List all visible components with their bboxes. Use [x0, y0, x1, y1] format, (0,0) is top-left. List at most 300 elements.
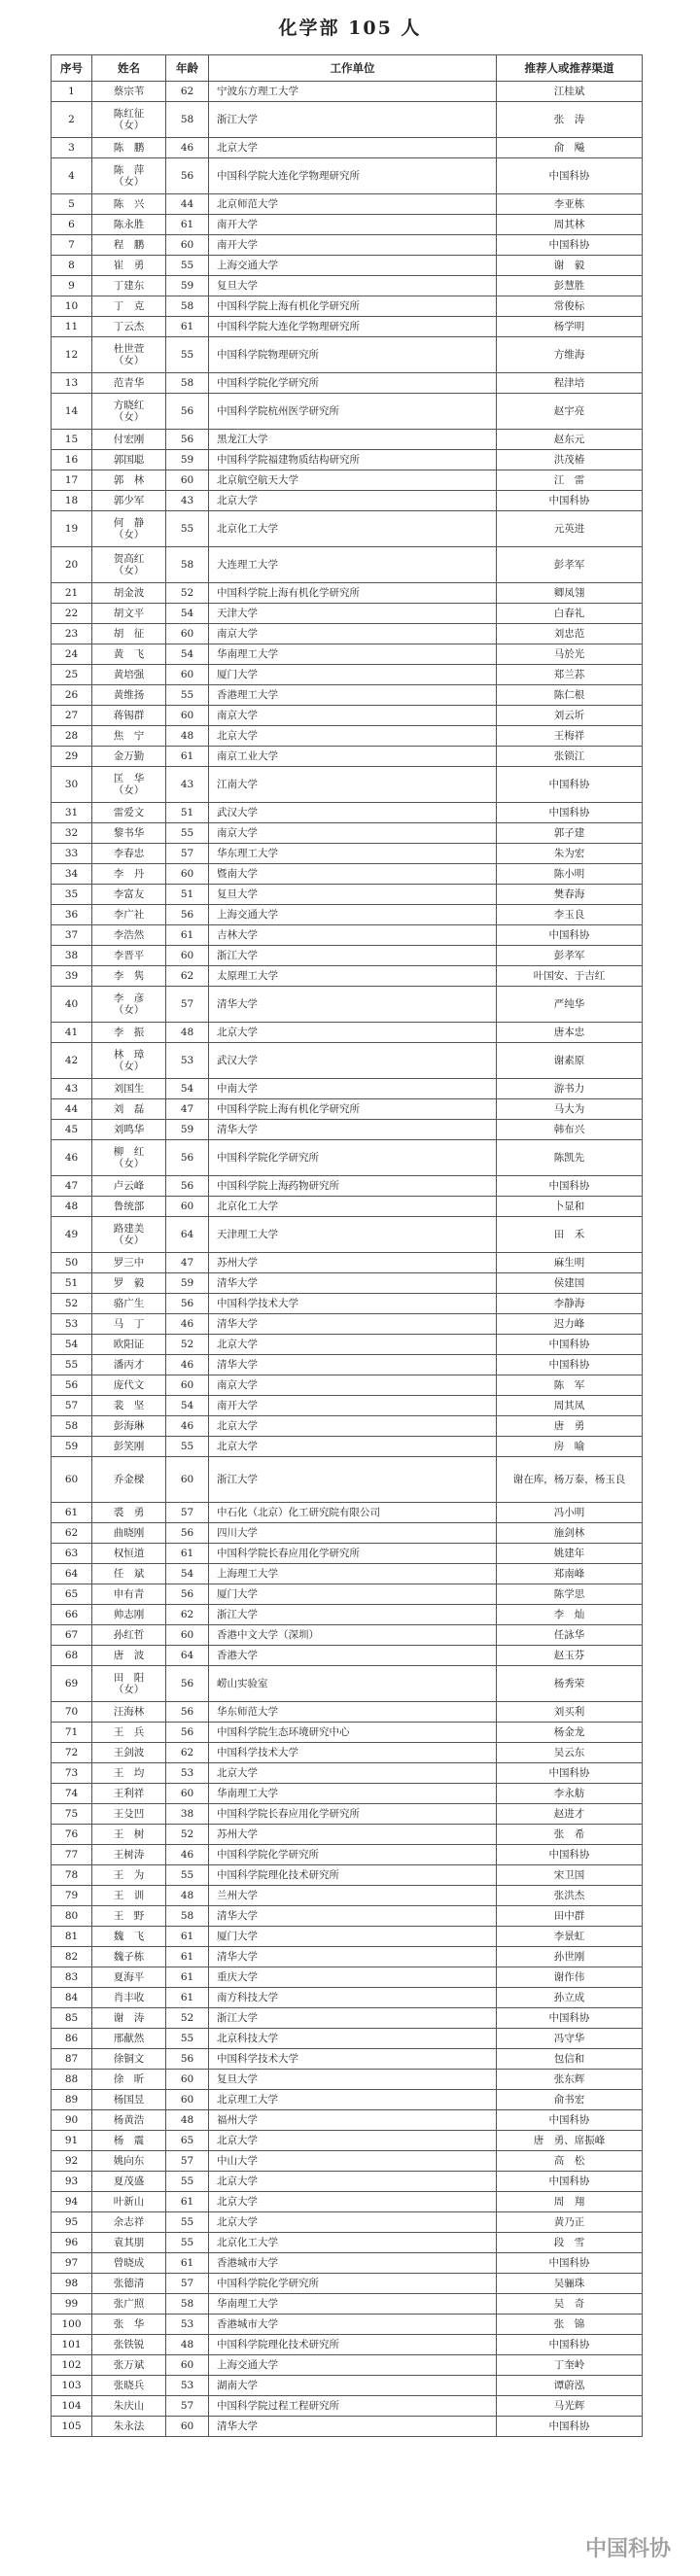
table-row — [52, 604, 643, 624]
column-header-unit: 工作单位 — [209, 55, 497, 82]
cell-index: 51 — [52, 1273, 92, 1294]
cell-index: 3 — [52, 138, 92, 158]
cell-recommender: 冯小明 — [497, 1503, 643, 1523]
cell-recommender: 中国科协 — [497, 1355, 643, 1375]
cell-age: 55 — [166, 1865, 209, 1886]
name-line: 王 均 — [113, 1767, 145, 1779]
cell-name — [92, 1886, 166, 1906]
name-line: 丁建东 — [113, 280, 145, 292]
cell-index: 93 — [52, 2172, 92, 2192]
table-row — [52, 2294, 643, 2315]
cell-unit: 中国科学院化学研究所 — [209, 1140, 497, 1176]
table-row — [52, 1804, 643, 1825]
cell-name — [92, 450, 166, 470]
name-line: 唐 波 — [113, 1650, 145, 1661]
cell-recommender: 刘忠范 — [497, 624, 643, 644]
cell-recommender: 俞书宏 — [497, 2090, 643, 2110]
cell-recommender: 房 喻 — [497, 1437, 643, 1457]
name-line: 贺高红 — [113, 553, 145, 565]
cell-age: 56 — [166, 1584, 209, 1605]
cell-recommender: 李静海 — [497, 1294, 643, 1314]
cell-age: 55 — [166, 511, 209, 547]
table-row — [52, 1666, 643, 1702]
cell-unit: 武汉大学 — [209, 803, 497, 823]
cell-unit: 中国科学院化学研究所 — [209, 373, 497, 394]
name-line: 刘鸣华 — [113, 1124, 145, 1135]
cell-name — [92, 2110, 166, 2131]
cell-name — [92, 1927, 166, 1947]
name-line: （女） — [113, 1684, 145, 1695]
table-row — [52, 1335, 643, 1355]
name-line: 张万斌 — [113, 2359, 145, 2371]
name-line: 罗 毅 — [113, 1277, 145, 1289]
table-row — [52, 394, 643, 430]
cell-unit: 北京大学 — [209, 2172, 497, 2192]
name-line: 黎书华 — [113, 827, 145, 839]
table-row — [52, 1544, 643, 1564]
cell-age: 52 — [166, 583, 209, 604]
cell-recommender: 吴 奇 — [497, 2294, 643, 2315]
cell-index: 83 — [52, 1967, 92, 1988]
name-line: （女） — [113, 176, 145, 188]
cell-name — [92, 1355, 166, 1375]
table-row — [52, 2233, 643, 2253]
table-row — [52, 624, 643, 644]
cell-name — [92, 987, 166, 1023]
name-line: 袁其朋 — [113, 2237, 145, 2248]
cell-recommender: 彭慧胜 — [497, 276, 643, 296]
cell-age: 56 — [166, 158, 209, 194]
cell-recommender: 陈凯先 — [497, 1140, 643, 1176]
cell-unit: 中国科学院杭州医学研究所 — [209, 394, 497, 430]
cell-index: 97 — [52, 2253, 92, 2274]
name-line: 朱永法 — [113, 2420, 145, 2432]
cell-age: 46 — [166, 1416, 209, 1437]
cell-unit: 中国科学院物理研究所 — [209, 337, 497, 373]
cell-recommender: 孙世刚 — [497, 1947, 643, 1967]
cell-name — [92, 1646, 166, 1666]
cell-name — [92, 1335, 166, 1355]
cell-index: 105 — [52, 2417, 92, 2437]
cell-recommender: 侯建国 — [497, 1273, 643, 1294]
name-line: 李春忠 — [113, 848, 145, 859]
cell-age: 60 — [166, 470, 209, 491]
cell-recommender: 李景虹 — [497, 1927, 643, 1947]
cell-age: 58 — [166, 296, 209, 317]
cell-age: 46 — [166, 1355, 209, 1375]
cell-index: 81 — [52, 1927, 92, 1947]
page-title: 化学部 105 人 — [278, 17, 422, 39]
name-line: （女） — [113, 120, 145, 131]
cell-unit: 浙江大学 — [209, 102, 497, 138]
cell-recommender: 吴云东 — [497, 1743, 643, 1763]
cell-unit: 浙江大学 — [209, 2008, 497, 2029]
cell-name — [92, 624, 166, 644]
cell-index: 24 — [52, 644, 92, 665]
name-line: 杜世萱 — [113, 343, 145, 355]
cell-unit: 北京化工大学 — [209, 2233, 497, 2253]
table-row — [52, 194, 643, 215]
name-line: 陈 鹏 — [113, 142, 145, 154]
cell-index: 77 — [52, 1845, 92, 1865]
cell-age: 54 — [166, 604, 209, 624]
cell-name — [92, 1666, 166, 1702]
cell-name — [92, 102, 166, 138]
cell-recommender: 唐 勇、席振峰 — [497, 2131, 643, 2151]
name-line: 彭海琳 — [113, 1420, 145, 1432]
cell-unit: 复旦大学 — [209, 276, 497, 296]
cell-name — [92, 1784, 166, 1804]
cell-unit: 华南理工大学 — [209, 2294, 497, 2315]
cell-index: 20 — [52, 547, 92, 583]
table-row — [52, 905, 643, 925]
name-line: 陈 兴 — [113, 198, 145, 210]
table-row — [52, 1886, 643, 1906]
table-row — [52, 726, 643, 747]
name-line: 魏 飞 — [113, 1931, 145, 1942]
table-row — [52, 1702, 643, 1723]
cell-index: 65 — [52, 1584, 92, 1605]
cell-age: 60 — [166, 235, 209, 256]
cell-index: 66 — [52, 1605, 92, 1625]
table-row — [52, 946, 643, 966]
cell-unit: 上海交通大学 — [209, 905, 497, 925]
name-line: 郭国聪 — [113, 454, 145, 466]
name-line: 田 阳 — [113, 1672, 145, 1684]
cell-recommender: 朱为宏 — [497, 844, 643, 864]
cell-age: 61 — [166, 317, 209, 337]
cell-name — [92, 1743, 166, 1763]
cell-name — [92, 726, 166, 747]
cell-name — [92, 2070, 166, 2090]
cell-age: 53 — [166, 2315, 209, 2335]
name-line: 肖丰收 — [113, 1992, 145, 2003]
cell-index: 91 — [52, 2131, 92, 2151]
table-row — [52, 2396, 643, 2417]
cell-unit: 中国科学技术大学 — [209, 1294, 497, 1314]
cell-index: 7 — [52, 235, 92, 256]
cell-index: 37 — [52, 925, 92, 946]
cell-unit: 中国科学院长春应用化学研究所 — [209, 1544, 497, 1564]
table-body — [52, 82, 643, 2437]
table-row — [52, 1763, 643, 1784]
cell-name — [92, 685, 166, 706]
table-row — [52, 317, 643, 337]
cell-age: 46 — [166, 1845, 209, 1865]
cell-age: 44 — [166, 194, 209, 215]
name-line: 汪海林 — [113, 1706, 145, 1718]
cell-index: 32 — [52, 823, 92, 844]
cell-unit: 清华大学 — [209, 1906, 497, 1927]
cell-index: 89 — [52, 2090, 92, 2110]
cell-index: 6 — [52, 215, 92, 235]
watermark: 中国科协 — [584, 2537, 671, 2561]
table-row — [52, 215, 643, 235]
name-line: 胡文平 — [113, 608, 145, 619]
table-row — [52, 864, 643, 885]
cell-age: 61 — [166, 1544, 209, 1564]
cell-name — [92, 82, 166, 102]
cell-recommender: 中国科协 — [497, 767, 643, 803]
cell-recommender: 谢 毅 — [497, 256, 643, 276]
cell-recommender: 施剑林 — [497, 1523, 643, 1544]
name-line: 李富友 — [113, 888, 145, 900]
cell-unit: 中国科学院化学研究所 — [209, 2274, 497, 2294]
cell-recommender: 方维海 — [497, 337, 643, 373]
table-row — [52, 1523, 643, 1544]
cell-name — [92, 296, 166, 317]
name-line: 裘 勇 — [113, 1507, 145, 1518]
cell-unit: 北京大学 — [209, 138, 497, 158]
cell-unit: 苏州大学 — [209, 1253, 497, 1273]
cell-unit: 北京航空航天大学 — [209, 470, 497, 491]
cell-name — [92, 1437, 166, 1457]
cell-age: 56 — [166, 1523, 209, 1544]
cell-name — [92, 276, 166, 296]
name-line: 王树涛 — [113, 1849, 145, 1861]
cell-unit: 北京大学 — [209, 1437, 497, 1457]
cell-recommender: 黄乃正 — [497, 2212, 643, 2233]
table-row — [52, 1197, 643, 1217]
cell-unit: 北京大学 — [209, 1763, 497, 1784]
cell-index: 30 — [52, 767, 92, 803]
cell-recommender: 程津培 — [497, 373, 643, 394]
cell-name — [92, 2029, 166, 2049]
table-row — [52, 2355, 643, 2376]
cell-unit: 中国科学院生态环境研究中心 — [209, 1723, 497, 1743]
cell-index: 38 — [52, 946, 92, 966]
table-row — [52, 82, 643, 102]
cell-age: 59 — [166, 1273, 209, 1294]
cell-recommender: 卜显和 — [497, 1197, 643, 1217]
name-line: 胡 征 — [113, 628, 145, 640]
cell-index: 86 — [52, 2029, 92, 2049]
name-line: 庞代文 — [113, 1379, 145, 1391]
cell-unit: 清华大学 — [209, 1947, 497, 1967]
cell-unit: 北京大学 — [209, 726, 497, 747]
cell-unit: 北京化工大学 — [209, 511, 497, 547]
cell-name — [92, 430, 166, 450]
cell-name — [92, 2233, 166, 2253]
cell-age: 55 — [166, 2029, 209, 2049]
cell-name — [92, 1947, 166, 1967]
cell-index: 102 — [52, 2355, 92, 2376]
cell-unit: 中国科学院上海有机化学研究所 — [209, 583, 497, 604]
cell-name — [92, 583, 166, 604]
cell-unit: 厦门大学 — [209, 1927, 497, 1947]
cell-unit: 中山大学 — [209, 2151, 497, 2172]
cell-unit: 中国科学院理化技术研究所 — [209, 1865, 497, 1886]
cell-unit: 南开大学 — [209, 1396, 497, 1416]
cell-unit: 中国科学院上海有机化学研究所 — [209, 296, 497, 317]
cell-recommender: 郑南峰 — [497, 1564, 643, 1584]
table-row — [52, 844, 643, 864]
name-line: 罗三中 — [113, 1257, 145, 1269]
cell-index: 8 — [52, 256, 92, 276]
table-row — [52, 1564, 643, 1584]
cell-recommender: 丁奎岭 — [497, 2355, 643, 2376]
cell-recommender: 张 锦 — [497, 2315, 643, 2335]
table-row — [52, 2131, 643, 2151]
table-row — [52, 1176, 643, 1197]
cell-unit: 北京师范大学 — [209, 194, 497, 215]
cell-index: 76 — [52, 1825, 92, 1845]
cell-age: 62 — [166, 82, 209, 102]
cell-index: 47 — [52, 1176, 92, 1197]
table-row — [52, 511, 643, 547]
cell-age: 54 — [166, 1564, 209, 1584]
cell-unit: 清华大学 — [209, 2417, 497, 2437]
cell-name — [92, 256, 166, 276]
table-row — [52, 665, 643, 685]
cell-unit: 重庆大学 — [209, 1967, 497, 1988]
name-line: 胡金波 — [113, 587, 145, 599]
cell-name — [92, 1099, 166, 1120]
table-row — [52, 102, 643, 138]
cell-recommender: 周其凤 — [497, 1396, 643, 1416]
cell-recommender: 迟力峰 — [497, 1314, 643, 1335]
table-row — [52, 987, 643, 1023]
cell-unit: 中南大学 — [209, 1079, 497, 1099]
cell-name — [92, 1023, 166, 1043]
cell-recommender: 杨学明 — [497, 317, 643, 337]
column-header-index: 序号 — [52, 55, 92, 82]
cell-recommender: 包信和 — [497, 2049, 643, 2070]
table-row — [52, 1605, 643, 1625]
cell-name — [92, 1416, 166, 1437]
cell-recommender: 杨秀荣 — [497, 1666, 643, 1702]
cell-index: 22 — [52, 604, 92, 624]
cell-index: 44 — [52, 1099, 92, 1120]
cell-index: 50 — [52, 1253, 92, 1273]
table-row — [52, 276, 643, 296]
table-row — [52, 885, 643, 905]
cell-recommender: 唐本忠 — [497, 1023, 643, 1043]
roster-table — [51, 54, 643, 2437]
cell-recommender: 中国科协 — [497, 2008, 643, 2029]
cell-age: 61 — [166, 1967, 209, 1988]
cell-name — [92, 1197, 166, 1217]
name-line: 范青华 — [113, 377, 145, 389]
cell-recommender: 叶国安、于吉红 — [497, 966, 643, 987]
cell-unit: 华东理工大学 — [209, 844, 497, 864]
cell-unit: 南京工业大学 — [209, 747, 497, 767]
cell-index: 87 — [52, 2049, 92, 2070]
table-row — [52, 1743, 643, 1763]
cell-recommender: 中国科协 — [497, 2417, 643, 2437]
table-row — [52, 1140, 643, 1176]
cell-unit: 福州大学 — [209, 2110, 497, 2131]
name-line: （女） — [113, 1235, 145, 1246]
cell-name — [92, 2253, 166, 2274]
cell-age: 56 — [166, 1294, 209, 1314]
table-row — [52, 2151, 643, 2172]
table-row — [52, 547, 643, 583]
name-line: 张广照 — [113, 2298, 145, 2310]
cell-name — [92, 844, 166, 864]
cell-index: 23 — [52, 624, 92, 644]
cell-unit: 中国科学院大连化学物理研究所 — [209, 317, 497, 337]
name-line: 魏子栋 — [113, 1951, 145, 1963]
table-row — [52, 2049, 643, 2070]
table-row — [52, 767, 643, 803]
cell-index: 43 — [52, 1079, 92, 1099]
cell-recommender: 中国科协 — [497, 803, 643, 823]
name-line: 刘 磊 — [113, 1103, 145, 1115]
cell-unit: 南京大学 — [209, 706, 497, 726]
cell-name — [92, 158, 166, 194]
cell-age: 65 — [166, 2131, 209, 2151]
name-line: （女） — [113, 1158, 145, 1169]
cell-age: 48 — [166, 2335, 209, 2355]
table-row — [52, 450, 643, 470]
table-row — [52, 430, 643, 450]
cell-name — [92, 1865, 166, 1886]
cell-unit: 四川大学 — [209, 1523, 497, 1544]
cell-age: 60 — [166, 706, 209, 726]
cell-unit: 兰州大学 — [209, 1886, 497, 1906]
cell-age: 58 — [166, 1906, 209, 1927]
cell-age: 53 — [166, 2376, 209, 2396]
cell-recommender: 张洪杰 — [497, 1886, 643, 1906]
name-line: 孙红哲 — [113, 1629, 145, 1641]
cell-index: 33 — [52, 844, 92, 864]
cell-recommender: 马光辉 — [497, 2396, 643, 2417]
cell-index: 14 — [52, 394, 92, 430]
cell-name — [92, 337, 166, 373]
cell-name — [92, 215, 166, 235]
name-line: 金万勤 — [113, 750, 145, 762]
cell-recommender: 樊春海 — [497, 885, 643, 905]
cell-age: 60 — [166, 665, 209, 685]
cell-index: 78 — [52, 1865, 92, 1886]
table-row — [52, 1947, 643, 1967]
cell-name — [92, 644, 166, 665]
cell-recommender: 姚建年 — [497, 1544, 643, 1564]
cell-index: 41 — [52, 1023, 92, 1043]
cell-recommender: 中国科协 — [497, 925, 643, 946]
cell-unit: 北京大学 — [209, 2192, 497, 2212]
cell-age: 43 — [166, 491, 209, 511]
cell-recommender: 中国科协 — [497, 158, 643, 194]
cell-index: 29 — [52, 747, 92, 767]
name-line: 王 为 — [113, 1869, 145, 1881]
cell-name — [92, 604, 166, 624]
cell-unit: 北京理工大学 — [209, 2090, 497, 2110]
cell-age: 60 — [166, 1457, 209, 1503]
cell-recommender: 游书力 — [497, 1079, 643, 1099]
cell-name — [92, 2335, 166, 2355]
cell-age: 64 — [166, 1217, 209, 1253]
cell-name — [92, 470, 166, 491]
cell-age: 51 — [166, 885, 209, 905]
cell-recommender: 卿凤翎 — [497, 583, 643, 604]
cell-name — [92, 1273, 166, 1294]
table-row — [52, 1988, 643, 2008]
cell-age: 60 — [166, 2070, 209, 2090]
name-line: 曲晓刚 — [113, 1527, 145, 1539]
cell-name — [92, 394, 166, 430]
name-line: 李广社 — [113, 909, 145, 921]
name-line: （女） — [113, 1061, 145, 1072]
cell-recommender: 谢素原 — [497, 1043, 643, 1079]
cell-recommender: 中国科协 — [497, 1763, 643, 1784]
cell-unit: 南京大学 — [209, 1375, 497, 1396]
cell-age: 59 — [166, 450, 209, 470]
table-row — [52, 2029, 643, 2049]
cell-recommender: 刘买利 — [497, 1702, 643, 1723]
name-line: 蒋锡群 — [113, 710, 145, 721]
